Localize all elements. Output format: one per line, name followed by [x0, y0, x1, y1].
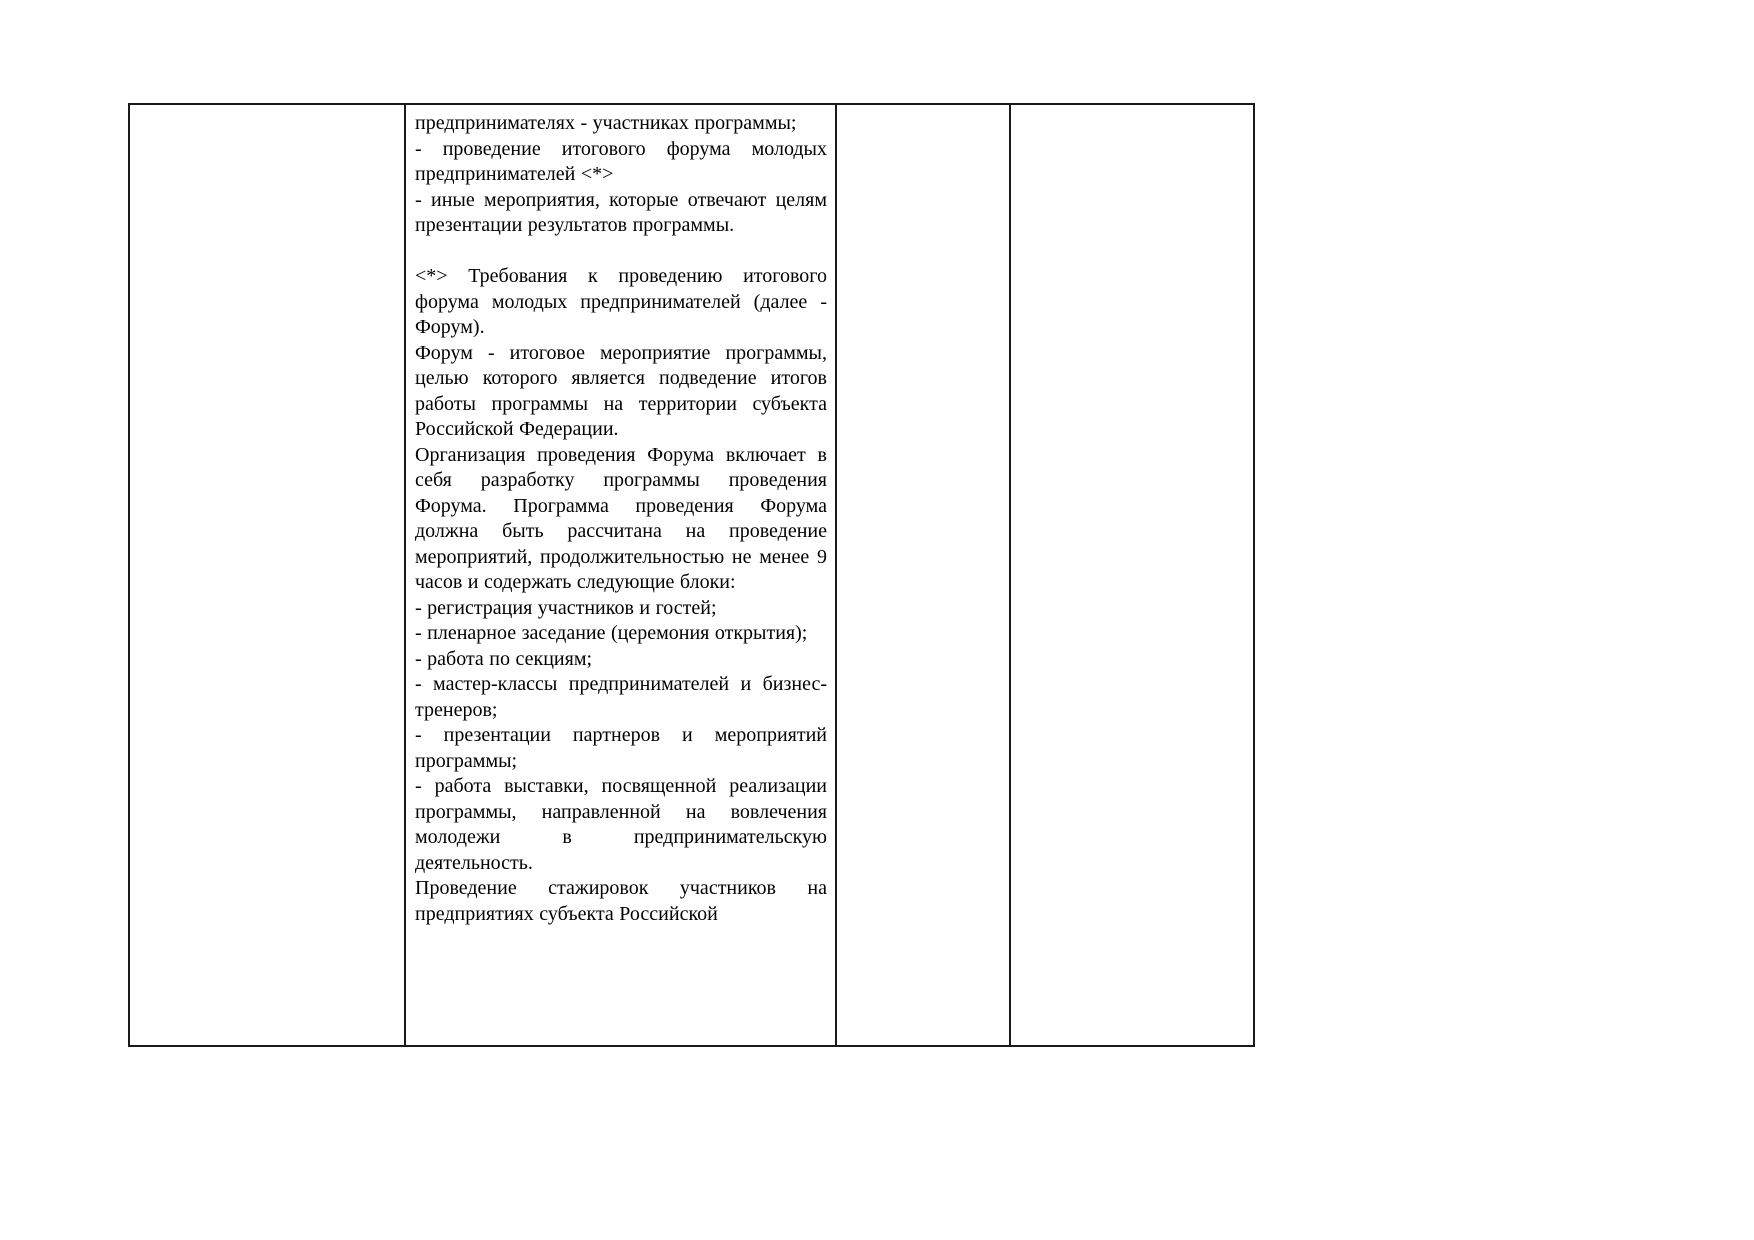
table [128, 103, 1255, 1047]
paragraph: - проведение итогового форума молодых предпринимателей <*> [415, 137, 827, 185]
paragraph: - иные мероприятия, которые отвечают целям презентации результатов программы. [415, 188, 827, 236]
table-cell-middle-empty [837, 105, 1011, 1045]
paragraph: Организация проведения Форума включает в себя разработку программы проведения Форума. Программа проведения Форума должна быть рассчитана на проведение мероприятий, продолжительностью не менее 9 часов и содержать следующие блоки: [415, 443, 827, 593]
paragraph: Проведение стажировок участников на предприятиях субъекта Российской [415, 877, 827, 925]
paragraph [415, 239, 827, 265]
paragraph: - презентации партнеров и мероприятий программы; [415, 724, 827, 772]
table-cell-left-empty [130, 105, 406, 1045]
paragraph: - мастер-классы предпринимателей и бизнес-тренеров; [415, 673, 827, 721]
paragraph: - работа по секциям; [415, 647, 593, 670]
table-cell-right-empty [1011, 105, 1253, 1045]
paragraph: Форум - итоговое мероприятие программы, целью которого является подведение итогов работы программы на территории субъекта Российской Федерации. [415, 341, 827, 440]
paragraph: предпринимателях - участниках программы; [415, 112, 797, 134]
paragraph: - регистрация участников и гостей; [415, 596, 717, 619]
paragraph: <*> Требования к проведению итогового форума молодых предпринимателей (далее - Форум). [415, 265, 827, 338]
paragraph: - работа выставки, посвященной реализации программы, направленной на вовлечения молодежи в предпринимательскую деятельность. [415, 775, 827, 874]
paragraph: - пленарное заседание (церемония открытия); [415, 622, 808, 644]
table-cell-main-text [406, 105, 837, 1045]
